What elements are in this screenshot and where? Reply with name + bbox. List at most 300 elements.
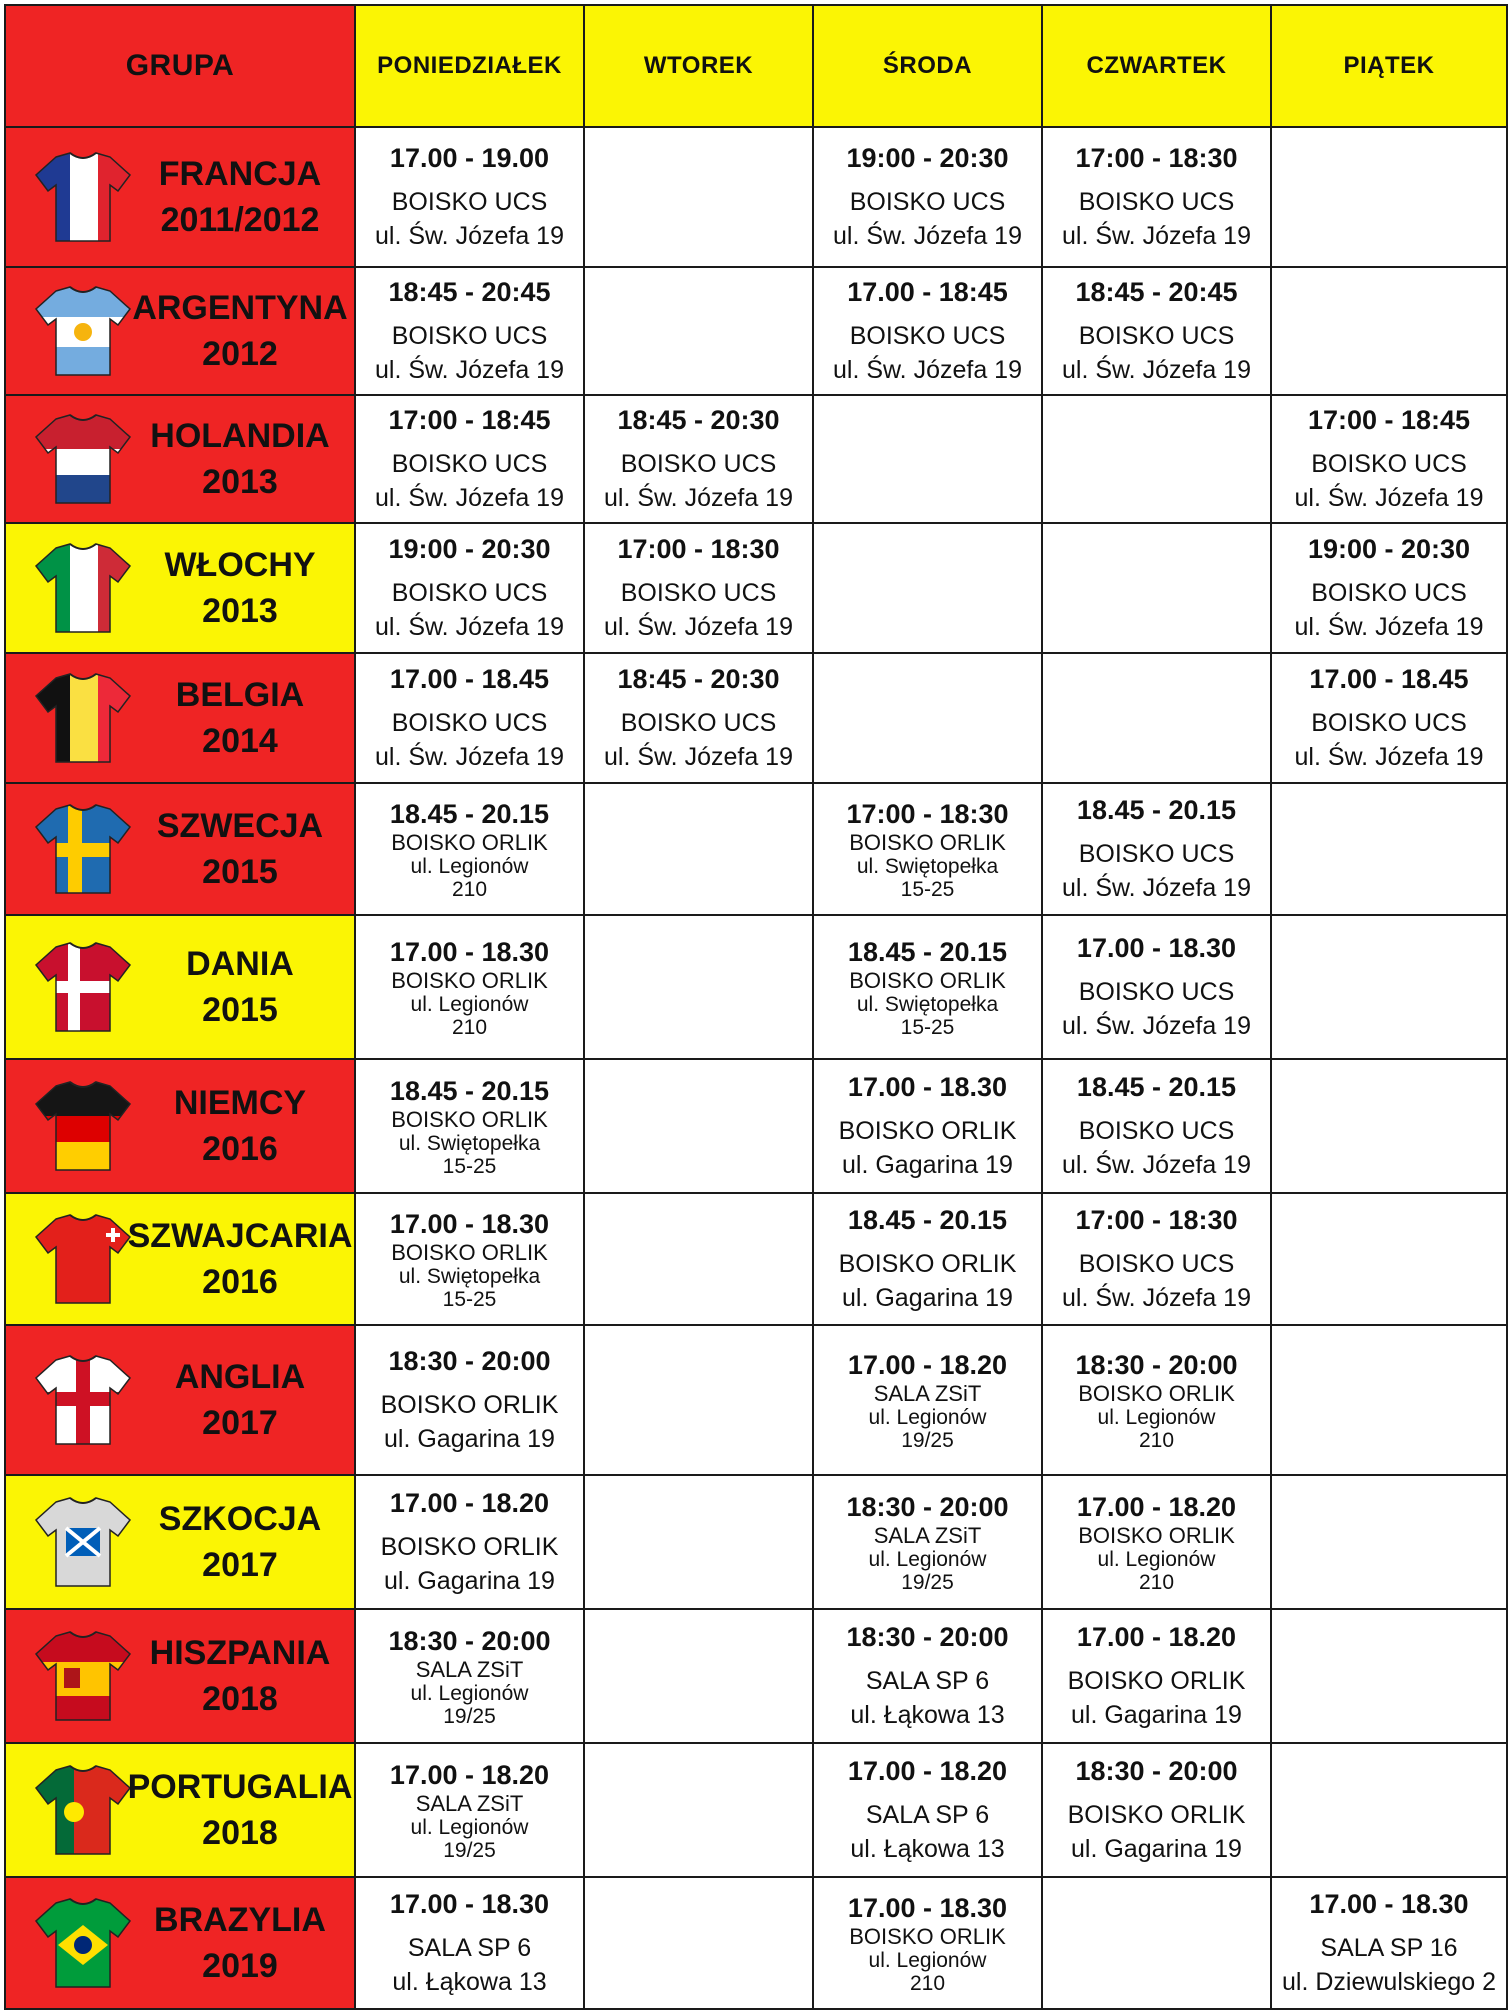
slot-venue: BOISKO UCS (391, 709, 548, 737)
slot-time: 17.00 - 18.30 (1309, 1889, 1469, 1919)
slot-tuesday (584, 1193, 813, 1325)
slot-address: ul. Swiętopełka (856, 993, 999, 1016)
group-year: 2017 (202, 1404, 278, 1442)
slot-wednesday (813, 395, 1042, 523)
slot-venue: BOISKO ORLIK (391, 968, 548, 993)
slot-monday (355, 1059, 584, 1193)
slot-thursday (1042, 1325, 1271, 1475)
group-year: 2019 (202, 1947, 278, 1985)
slot-address: ul. Gagarina 19 (1071, 1701, 1242, 1729)
slot-thursday (1042, 523, 1271, 653)
slot-monday (355, 915, 584, 1059)
slot-time: 19:00 - 20:30 (846, 143, 1009, 173)
slot-wednesday (813, 1475, 1042, 1609)
slot-time: 17.00 - 18.30 (389, 937, 550, 967)
slot-time: 18:45 - 20:30 (617, 664, 780, 694)
slot-venue: BOISKO UCS (849, 188, 1006, 216)
group-label (126, 672, 354, 764)
slot-address-line2: 15-25 (442, 1288, 497, 1311)
slot-time: 17.00 - 18.30 (389, 1209, 550, 1239)
group-label (126, 542, 354, 634)
slot-venue: BOISKO UCS (1078, 978, 1235, 1006)
slot-venue: SALA SP 16 (1320, 1934, 1458, 1962)
table-row (5, 1193, 1507, 1325)
slot-monday (355, 653, 584, 783)
slot-time: 17.00 - 18.20 (1076, 1492, 1237, 1522)
slot-address: ul. Legionów (410, 993, 529, 1016)
header-thursday: CZWARTEK (1042, 5, 1271, 127)
group-name: BRAZYLIA (154, 1901, 326, 1939)
netherlands-shirt-icon (34, 411, 132, 507)
slot-address: ul. Legionów (868, 1548, 987, 1571)
slot-address: ul. Św. Józefa 19 (374, 222, 564, 250)
slot-friday (1271, 1325, 1507, 1475)
group-name: ANGLIA (174, 1358, 306, 1396)
slot-venue: SALA SP 6 (865, 1801, 990, 1829)
slot-address: ul. Łąkowa 13 (392, 1968, 547, 1996)
slot-friday (1271, 395, 1507, 523)
group-label (126, 941, 354, 1033)
slot-address: ul. Św. Józefa 19 (1061, 1284, 1251, 1312)
slot-friday (1271, 1475, 1507, 1609)
slot-wednesday (813, 1325, 1042, 1475)
header-friday: PIĄTEK (1271, 5, 1507, 127)
slot-friday (1271, 1743, 1507, 1877)
slot-venue: BOISKO UCS (1311, 450, 1467, 478)
england-shirt-icon (34, 1352, 132, 1448)
group-label (126, 285, 354, 377)
slot-time: 17.00 - 18.30 (847, 1893, 1008, 1923)
slot-tuesday (584, 127, 813, 267)
slot-monday (355, 1609, 584, 1743)
header-row (5, 5, 1507, 127)
slot-address-line2: 19/25 (443, 1705, 496, 1728)
slot-address: ul. Legionów (410, 1816, 529, 1839)
group-year: 2018 (202, 1814, 278, 1852)
slot-address: ul. Gagarina 19 (384, 1567, 555, 1595)
slot-address: ul. Legionów (1097, 1548, 1216, 1571)
slot-wednesday (813, 915, 1042, 1059)
slot-tuesday (584, 653, 813, 783)
slot-venue: BOISKO ORLIK (380, 1391, 559, 1419)
slot-time: 18.45 - 20.15 (847, 1205, 1008, 1235)
slot-address: ul. Św. Józefa 19 (603, 484, 793, 512)
slot-address: ul. Legionów (868, 1949, 987, 1972)
denmark-shirt-icon (34, 939, 132, 1035)
slot-monday (355, 267, 584, 395)
slot-thursday (1042, 783, 1271, 915)
slot-monday (355, 1325, 584, 1475)
slot-thursday (1042, 1609, 1271, 1743)
slot-wednesday (813, 1193, 1042, 1325)
slot-venue: SALA SP 6 (865, 1667, 990, 1695)
group-year: 2015 (202, 991, 278, 1029)
italy-shirt-icon (34, 540, 132, 636)
group-name: SZKOCJA (158, 1500, 322, 1538)
slot-address: ul. Św. Józefa 19 (374, 743, 564, 771)
group-label (126, 1213, 354, 1305)
group-name: NIEMCY (173, 1084, 307, 1122)
group-name: HOLANDIA (150, 417, 330, 455)
slot-time: 17.00 - 18:45 (847, 277, 1008, 307)
slot-tuesday (584, 783, 813, 915)
slot-tuesday (584, 1743, 813, 1877)
slot-time: 18:30 - 20:00 (846, 1492, 1009, 1522)
slot-address: ul. Legionów (410, 855, 529, 878)
slot-address: ul. Św. Józefa 19 (1294, 743, 1484, 771)
slot-wednesday (813, 1609, 1042, 1743)
slot-time: 17.00 - 18.45 (1309, 664, 1469, 694)
table-row (5, 653, 1507, 783)
slot-venue: BOISKO UCS (620, 709, 777, 737)
group-year: 2011/2012 (160, 201, 320, 239)
slot-venue: BOISKO ORLIK (391, 830, 548, 855)
slot-venue: BOISKO ORLIK (849, 1924, 1006, 1949)
slot-venue: BOISKO UCS (1078, 1250, 1235, 1278)
slot-address: ul. Św. Józefa 19 (1061, 1012, 1251, 1040)
slot-time: 19:00 - 20:30 (1307, 534, 1471, 564)
slot-monday (355, 1475, 584, 1609)
slot-time: 18.45 - 20.15 (847, 937, 1008, 967)
group-cell (5, 783, 355, 915)
header-tuesday: WTOREK (584, 5, 813, 127)
slot-address: ul. Św. Józefa 19 (1061, 874, 1251, 902)
training-schedule-table (4, 4, 1508, 2010)
group-label (126, 1496, 354, 1588)
slot-venue: BOISKO UCS (391, 188, 548, 216)
slot-venue: BOISKO ORLIK (380, 1533, 559, 1561)
group-label (126, 151, 354, 243)
slot-time: 19:00 - 20:30 (388, 534, 551, 564)
group-name: FRANCJA (158, 155, 322, 193)
slot-wednesday (813, 653, 1042, 783)
slot-address: ul. Swiętopełka (398, 1132, 541, 1155)
slot-address-line2: 15-25 (900, 1016, 955, 1039)
slot-time: 18:30 - 20:00 (388, 1626, 551, 1656)
group-year: 2016 (202, 1130, 278, 1168)
group-cell (5, 267, 355, 395)
table-row (5, 1325, 1507, 1475)
slot-time: 18:30 - 20:00 (388, 1346, 551, 1376)
group-name: SZWAJCARIA (127, 1217, 353, 1255)
slot-address: ul. Św. Józefa 19 (1294, 613, 1484, 641)
slot-tuesday (584, 1877, 813, 2009)
group-name: SZWECJA (156, 807, 324, 845)
slot-venue: BOISKO UCS (391, 450, 548, 478)
slot-thursday (1042, 1059, 1271, 1193)
slot-time: 18:30 - 20:00 (846, 1622, 1009, 1652)
slot-venue: SALA ZSiT (873, 1523, 982, 1548)
group-cell (5, 1193, 355, 1325)
slot-venue: BOISKO ORLIK (838, 1117, 1017, 1145)
brazil-shirt-icon (34, 1895, 132, 1991)
slot-address: ul. Św. Józefa 19 (1061, 222, 1251, 250)
group-name: ARGENTYNA (132, 289, 348, 327)
slot-time: 17.00 - 18.30 (389, 1889, 550, 1919)
slot-venue: BOISKO ORLIK (391, 1240, 548, 1265)
group-cell (5, 523, 355, 653)
group-cell (5, 395, 355, 523)
slot-venue: BOISKO ORLIK (1067, 1667, 1246, 1695)
slot-address: ul. Św. Józefa 19 (603, 613, 793, 641)
slot-time: 18.45 - 20.15 (389, 1076, 550, 1106)
slot-wednesday (813, 267, 1042, 395)
slot-address-line2: 19/25 (901, 1429, 954, 1452)
group-year: 2013 (202, 463, 278, 501)
header-wednesday: ŚRODA (813, 5, 1042, 127)
slot-thursday (1042, 1743, 1271, 1877)
group-cell (5, 915, 355, 1059)
group-year: 2013 (202, 592, 278, 630)
slot-address: ul. Św. Józefa 19 (374, 613, 564, 641)
slot-address: ul. Gagarina 19 (1071, 1835, 1242, 1863)
slot-address: ul. Św. Józefa 19 (832, 356, 1022, 384)
slot-venue: BOISKO UCS (620, 579, 777, 607)
table-row (5, 523, 1507, 653)
france-shirt-icon (34, 149, 132, 245)
group-label (126, 1897, 354, 1989)
table-row (5, 127, 1507, 267)
group-cell (5, 1325, 355, 1475)
slot-venue: SALA ZSiT (873, 1381, 982, 1406)
slot-time: 17.00 - 18.20 (1076, 1622, 1237, 1652)
group-name: WŁOCHY (164, 546, 316, 584)
portugal-shirt-icon (34, 1762, 132, 1858)
slot-wednesday (813, 127, 1042, 267)
slot-venue: BOISKO ORLIK (1078, 1523, 1235, 1548)
group-cell (5, 1609, 355, 1743)
spain-shirt-icon (34, 1628, 132, 1724)
slot-address-line2: 19/25 (901, 1571, 954, 1594)
slot-address-line2: 210 (1138, 1571, 1175, 1594)
slot-wednesday (813, 523, 1042, 653)
slot-friday (1271, 1609, 1507, 1743)
slot-time: 18:45 - 20:45 (1075, 277, 1238, 307)
slot-address: ul. Św. Józefa 19 (1061, 356, 1251, 384)
slot-venue: BOISKO UCS (620, 450, 777, 478)
slot-monday (355, 1193, 584, 1325)
switzerland-shirt-icon (34, 1211, 132, 1307)
table-row (5, 395, 1507, 523)
slot-friday (1271, 915, 1507, 1059)
slot-time: 17:00 - 18:30 (1075, 1205, 1238, 1235)
slot-friday (1271, 127, 1507, 267)
group-name: PORTUGALIA (127, 1768, 353, 1806)
slot-tuesday (584, 267, 813, 395)
slot-time: 17.00 - 18.20 (389, 1760, 550, 1790)
slot-friday (1271, 1059, 1507, 1193)
slot-address-line2: 210 (451, 1016, 488, 1039)
slot-address-line2: 15-25 (442, 1155, 497, 1178)
slot-venue: BOISKO UCS (1078, 840, 1235, 868)
slot-venue: BOISKO ORLIK (849, 830, 1006, 855)
slot-time: 17.00 - 18.30 (1076, 933, 1237, 963)
slot-thursday (1042, 267, 1271, 395)
slot-friday (1271, 1193, 1507, 1325)
slot-time: 18.45 - 20.15 (389, 799, 550, 829)
group-name: DANIA (186, 945, 294, 983)
slot-venue: BOISKO ORLIK (1067, 1801, 1246, 1829)
group-label (126, 1630, 354, 1722)
slot-time: 17:00 - 18:45 (1307, 405, 1471, 435)
header-monday: PONIEDZIAŁEK (355, 5, 584, 127)
slot-tuesday (584, 1609, 813, 1743)
slot-address: ul. Łąkowa 13 (850, 1701, 1005, 1729)
slot-tuesday (584, 395, 813, 523)
slot-address: ul. Gagarina 19 (384, 1425, 555, 1453)
slot-thursday (1042, 395, 1271, 523)
slot-venue: BOISKO UCS (1078, 322, 1235, 350)
slot-venue: BOISKO ORLIK (838, 1250, 1017, 1278)
slot-address: ul. Legionów (1097, 1406, 1216, 1429)
slot-address: ul. Św. Józefa 19 (374, 484, 564, 512)
slot-monday (355, 1743, 584, 1877)
slot-wednesday (813, 1877, 1042, 2009)
slot-address: ul. Gagarina 19 (842, 1151, 1013, 1179)
slot-address: ul. Św. Józefa 19 (1061, 1151, 1251, 1179)
slot-monday (355, 395, 584, 523)
slot-friday (1271, 1877, 1507, 2009)
slot-time: 17:00 - 18:30 (1075, 143, 1238, 173)
slot-time: 18:30 - 20:00 (1075, 1350, 1238, 1380)
group-cell (5, 1743, 355, 1877)
group-year: 2016 (202, 1263, 278, 1301)
germany-shirt-icon (34, 1078, 132, 1174)
group-year: 2012 (202, 335, 278, 373)
slot-monday (355, 783, 584, 915)
table-row (5, 1743, 1507, 1877)
slot-venue: BOISKO ORLIK (1078, 1381, 1235, 1406)
argentina-shirt-icon (34, 283, 132, 379)
slot-venue: SALA ZSiT (415, 1791, 524, 1816)
slot-address: ul. Św. Józefa 19 (603, 743, 793, 771)
slot-time: 18:45 - 20:30 (617, 405, 780, 435)
slot-time: 18:30 - 20:00 (1075, 1756, 1238, 1786)
slot-address: ul. Legionów (410, 1682, 529, 1705)
slot-friday (1271, 783, 1507, 915)
group-cell (5, 1059, 355, 1193)
slot-thursday (1042, 1193, 1271, 1325)
slot-venue: BOISKO UCS (1311, 709, 1467, 737)
slot-venue: BOISKO ORLIK (391, 1107, 548, 1132)
slot-address-line2: 210 (451, 878, 488, 901)
slot-venue: BOISKO UCS (1078, 188, 1235, 216)
table-row (5, 1877, 1507, 2009)
slot-tuesday (584, 915, 813, 1059)
slot-tuesday (584, 1325, 813, 1475)
slot-address-line2: 210 (1138, 1429, 1175, 1452)
slot-time: 18:45 - 20:45 (388, 277, 551, 307)
table-row (5, 915, 1507, 1059)
slot-time: 17.00 - 18.20 (389, 1488, 550, 1518)
header-group: GRUPA (5, 5, 355, 127)
group-name: HISZPANIA (149, 1634, 331, 1672)
slot-wednesday (813, 1059, 1042, 1193)
group-label (126, 1080, 354, 1172)
group-year: 2014 (202, 722, 278, 760)
slot-address: ul. Św. Józefa 19 (374, 356, 564, 384)
slot-thursday (1042, 915, 1271, 1059)
group-name: BELGIA (175, 676, 305, 714)
table-row (5, 1475, 1507, 1609)
group-label (126, 1764, 354, 1856)
slot-address: ul. Gagarina 19 (842, 1284, 1013, 1312)
table-row (5, 783, 1507, 915)
slot-tuesday (584, 523, 813, 653)
slot-thursday (1042, 653, 1271, 783)
slot-venue: BOISKO UCS (849, 322, 1006, 350)
slot-address-line2: 15-25 (900, 878, 955, 901)
group-year: 2017 (202, 1546, 278, 1584)
slot-address: ul. Legionów (868, 1406, 987, 1429)
slot-address: ul. Łąkowa 13 (850, 1835, 1005, 1863)
slot-friday (1271, 267, 1507, 395)
slot-address: ul. Św. Józefa 19 (1294, 484, 1484, 512)
slot-friday (1271, 653, 1507, 783)
sweden-shirt-icon (34, 801, 132, 897)
slot-time: 17.00 - 18.45 (389, 664, 550, 694)
slot-monday (355, 127, 584, 267)
slot-time: 17.00 - 19.00 (389, 143, 550, 173)
slot-venue: BOISKO ORLIK (849, 968, 1006, 993)
slot-address: ul. Św. Józefa 19 (832, 222, 1022, 250)
slot-time: 17:00 - 18:30 (617, 534, 780, 564)
table-row (5, 1609, 1507, 1743)
slot-friday (1271, 523, 1507, 653)
slot-venue: SALA SP 6 (407, 1934, 532, 1962)
belgium-shirt-icon (34, 670, 132, 766)
slot-venue: BOISKO UCS (1311, 579, 1467, 607)
slot-address-line2: 19/25 (443, 1839, 496, 1862)
group-label (126, 413, 354, 505)
slot-address: ul. Dziewulskiego 2 (1282, 1968, 1496, 1996)
slot-venue: SALA ZSiT (415, 1657, 524, 1682)
group-cell (5, 653, 355, 783)
slot-address-line2: 210 (909, 1972, 946, 1995)
slot-thursday (1042, 1877, 1271, 2009)
slot-venue: BOISKO UCS (1078, 1117, 1235, 1145)
scotland-shirt-icon (34, 1494, 132, 1590)
group-cell (5, 127, 355, 267)
slot-monday (355, 523, 584, 653)
group-label (126, 803, 354, 895)
slot-tuesday (584, 1475, 813, 1609)
slot-time: 17.00 - 18.20 (847, 1350, 1008, 1380)
slot-time: 17.00 - 18.20 (847, 1756, 1008, 1786)
table-row (5, 267, 1507, 395)
group-label (126, 1354, 354, 1446)
slot-time: 17:00 - 18:30 (846, 799, 1009, 829)
slot-venue: BOISKO UCS (391, 322, 548, 350)
slot-time: 17:00 - 18:45 (388, 405, 551, 435)
slot-venue: BOISKO UCS (391, 579, 548, 607)
table-row (5, 1059, 1507, 1193)
slot-tuesday (584, 1059, 813, 1193)
slot-thursday (1042, 1475, 1271, 1609)
group-year: 2018 (202, 1680, 278, 1718)
slot-wednesday (813, 1743, 1042, 1877)
slot-time: 17.00 - 18.30 (847, 1072, 1008, 1102)
slot-time: 18.45 - 20.15 (1076, 1072, 1237, 1102)
slot-time: 18.45 - 20.15 (1076, 795, 1237, 825)
slot-address: ul. Swiętopełka (398, 1265, 541, 1288)
slot-monday (355, 1877, 584, 2009)
slot-address: ul. Swiętopełka (856, 855, 999, 878)
group-cell (5, 1877, 355, 2009)
group-year: 2015 (202, 853, 278, 891)
slot-thursday (1042, 127, 1271, 267)
group-cell (5, 1475, 355, 1609)
